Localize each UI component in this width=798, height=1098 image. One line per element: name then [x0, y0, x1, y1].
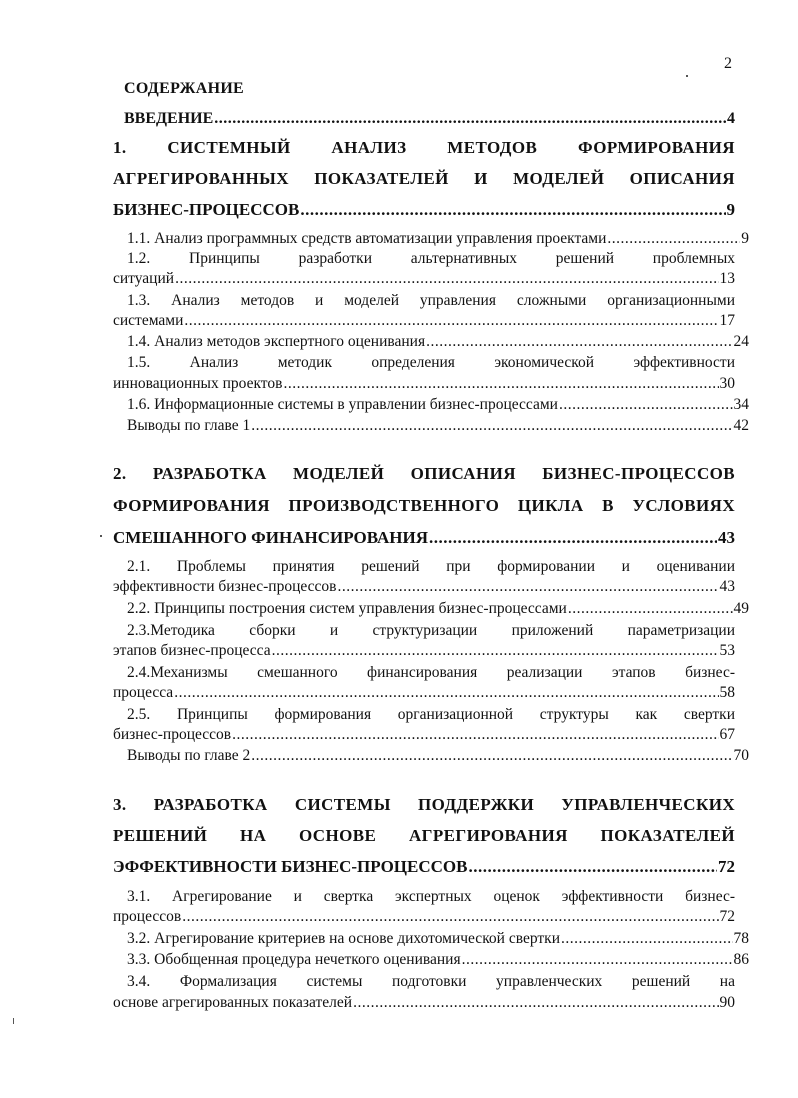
- toc-entry-page: 90: [719, 994, 735, 1011]
- toc-entry-1-6[interactable]: [113, 396, 749, 414]
- toc-entry-label: процесса: [113, 684, 174, 701]
- chapter-1-heading-line1: 1. СИСТЕМНЫЙ АНАЛИЗ МЕТОДОВ ФОРМИРОВАНИЯ: [113, 138, 735, 157]
- toc-entry-1-2[interactable]: [113, 270, 735, 288]
- leader-dots: [426, 333, 732, 351]
- toc-entry-1-5[interactable]: [113, 375, 735, 393]
- leader-dots: [232, 726, 718, 744]
- chapter-2-heading-line1: 2. РАЗРАБОТКА МОДЕЛЕЙ ОПИСАНИЯ БИЗНЕС-ПРОЦЕССОВ: [113, 464, 735, 483]
- toc-entry-label: 1.4. Анализ методов экспертного оценивания: [127, 333, 426, 350]
- scan-speck: [100, 535, 102, 537]
- toc-entry-page: 58: [719, 684, 735, 701]
- toc-entry-page: 70: [733, 747, 749, 764]
- toc-entry-label: этапов бизнес-процесса: [113, 642, 271, 659]
- toc-entry-page: 67: [719, 726, 735, 743]
- leader-dots: [184, 312, 718, 330]
- chapter-3-heading-line2: РЕШЕНИЙ НА ОСНОВЕ АГРЕГИРОВАНИЯ ПОКАЗАТЕЛЕЙ: [113, 826, 735, 845]
- leader-dots: [251, 417, 732, 435]
- toc-entry-page: 43: [718, 528, 735, 547]
- toc-entry-1-5-line1: 1.5. Анализ методик определения экономической эффективности: [127, 354, 735, 371]
- toc-entry-label: БИЗНЕС-ПРОЦЕССОВ: [113, 200, 300, 219]
- toc-entry-3-1-line1: 3.1. Агрегирование и свертка экспертных оценок эффективности бизнес-: [127, 888, 735, 905]
- leader-dots: [568, 600, 733, 618]
- leader-dots: [353, 994, 718, 1012]
- leader-dots: [175, 270, 718, 288]
- toc-entry-chapter-3[interactable]: [113, 858, 735, 876]
- toc-entry-page: 9: [726, 200, 735, 219]
- toc-entry-2-4[interactable]: [113, 684, 735, 702]
- leader-dots: [214, 110, 726, 128]
- toc-entry-page: 4: [727, 110, 735, 127]
- toc-entry-chapter-1-conclusions[interactable]: [113, 417, 749, 435]
- toc-entry-page: 49: [733, 600, 749, 617]
- toc-entry-chapter-1[interactable]: [113, 201, 735, 219]
- toc-entry-page: 53: [719, 642, 735, 659]
- toc-entry-1-4[interactable]: [113, 333, 749, 351]
- toc-entry-3-4[interactable]: [113, 994, 735, 1012]
- toc-entry-label: ВВЕДЕНИЕ: [124, 110, 214, 127]
- toc-entry-label: бизнес-процессов: [113, 726, 232, 743]
- leader-dots: [607, 230, 740, 248]
- toc-entry-3-1[interactable]: [113, 908, 735, 926]
- toc-entry-2-1-line1: 2.1. Проблемы принятия решений при формировании и оценивании: [127, 558, 735, 575]
- toc-entry-label: Выводы по главе 1: [127, 417, 251, 434]
- toc-entry-2-5-line1: 2.5. Принципы формирования организационной структуры как свертки: [127, 706, 735, 723]
- toc-entry-page: 9: [741, 230, 749, 247]
- toc-title: СОДЕРЖАНИЕ: [124, 80, 245, 97]
- toc-entry-label: 1.6. Информационные системы в управлении бизнес-процессами: [127, 396, 558, 413]
- toc-entry-page: 42: [733, 417, 749, 434]
- toc-entry-label: 1.1. Анализ программных средств автоматизации управления проектами: [127, 230, 607, 247]
- leader-dots: [462, 951, 733, 969]
- toc-entry-label: эффективности бизнес-процессов: [113, 578, 337, 595]
- toc-entry-page: 24: [733, 333, 749, 350]
- toc-entry-2-3-line1: 2.3.Методика сборки и структуризации приложений параметризации: [127, 622, 735, 639]
- toc-entry-page: 43: [719, 578, 735, 595]
- toc-entry-page: 72: [718, 857, 735, 876]
- toc-entry-2-2[interactable]: [113, 600, 749, 618]
- toc-entry-page: 72: [719, 908, 735, 925]
- chapter-3-heading-line1: 3. РАЗРАБОТКА СИСТЕМЫ ПОДДЕРЖКИ УПРАВЛЕНЧЕСКИХ: [113, 795, 735, 814]
- toc-entry-3-3[interactable]: [113, 951, 749, 969]
- leader-dots: [272, 642, 719, 660]
- toc-entry-label: СМЕШАННОГО ФИНАНСИРОВАНИЯ: [113, 528, 428, 547]
- toc-entry-3-2[interactable]: [113, 930, 749, 948]
- toc-entry-1-3[interactable]: [113, 312, 735, 330]
- toc-entry-label: процессов: [113, 908, 182, 925]
- toc-entry-intro[interactable]: [124, 110, 735, 128]
- toc-entry-label: инновационных проектов: [113, 375, 283, 392]
- toc-entry-page: 17: [719, 312, 735, 329]
- toc-entry-1-1[interactable]: [113, 230, 749, 248]
- toc-entry-chapter-2[interactable]: [113, 529, 735, 547]
- leader-dots: [174, 684, 718, 702]
- leader-dots: [429, 529, 717, 547]
- scan-speck: [686, 75, 688, 77]
- toc-entry-page: 34: [733, 396, 749, 413]
- toc-entry-page: 30: [719, 375, 735, 392]
- toc-entry-label: 2.2. Принципы построения систем управления бизнес-процессами: [127, 600, 567, 617]
- toc-entry-label: ЭФФЕКТИВНОСТИ БИЗНЕС-ПРОЦЕССОВ: [113, 857, 468, 876]
- toc-entry-chapter-2-conclusions[interactable]: [113, 747, 749, 765]
- toc-entry-page: 13: [719, 270, 735, 287]
- leader-dots: [300, 201, 725, 219]
- toc-entry-label: системами: [113, 312, 184, 329]
- scan-speck: [13, 1018, 14, 1024]
- toc-entry-1-3-line1: 1.3. Анализ методов и моделей управления сложными организационными: [127, 292, 735, 309]
- toc-entry-2-5[interactable]: [113, 726, 735, 744]
- leader-dots: [182, 908, 718, 926]
- leader-dots: [283, 375, 718, 393]
- leader-dots: [559, 396, 733, 414]
- chapter-1-heading-line2: АГРЕГИРОВАННЫХ ПОКАЗАТЕЛЕЙ И МОДЕЛЕЙ ОПИСАНИЯ: [113, 169, 735, 188]
- toc-entry-1-2-line1: 1.2. Принципы разработки альтернативных решений проблемных: [127, 250, 735, 267]
- toc-entry-label: основе агрегированных показателей: [113, 994, 353, 1011]
- toc-entry-label: ситуаций: [113, 270, 175, 287]
- toc-entry-2-3[interactable]: [113, 642, 735, 660]
- leader-dots: [468, 858, 717, 876]
- leader-dots: [338, 578, 719, 596]
- toc-entry-2-4-line1: 2.4.Механизмы смешанного финансирования реализации этапов бизнес-: [127, 664, 735, 681]
- toc-entry-page: 78: [733, 930, 749, 947]
- toc-entry-page: 86: [733, 951, 749, 968]
- toc-entry-label: Выводы по главе 2: [127, 747, 251, 764]
- page-number: 2: [724, 55, 732, 72]
- toc-entry-label: 3.3. Обобщенная процедура нечеткого оценивания: [127, 951, 461, 968]
- leader-dots: [251, 747, 732, 765]
- chapter-2-heading-line2: ФОРМИРОВАНИЯ ПРОИЗВОДСТВЕННОГО ЦИКЛА В УСЛОВИЯХ: [113, 496, 735, 515]
- toc-entry-3-4-line1: 3.4. Формализация системы подготовки управленческих решений на: [127, 973, 735, 990]
- toc-entry-label: 3.2. Агрегирование критериев на основе дихотомической свертки: [127, 930, 560, 947]
- toc-entry-2-1[interactable]: [113, 578, 735, 596]
- leader-dots: [561, 930, 733, 948]
